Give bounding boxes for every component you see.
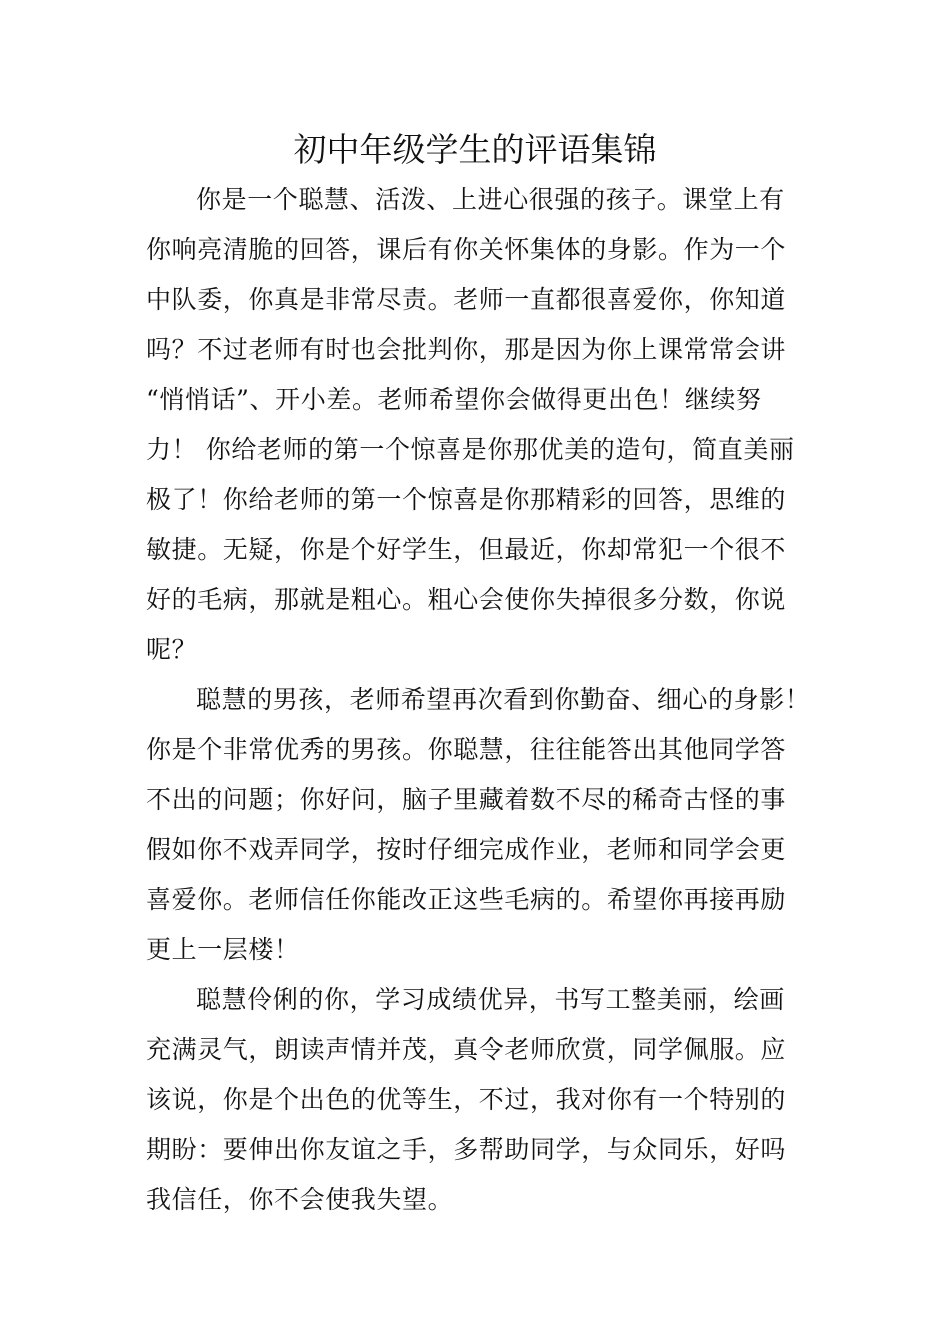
text-line: 假如你不戏弄同学，按时仔细完成作业，老师和同学会更 xyxy=(146,835,787,864)
text-line: 你是个非常优秀的男孩。你聪慧，往往能答出其他同学答 xyxy=(146,735,787,764)
text-line: 呢？ xyxy=(146,635,198,664)
text-line: 不出的问题；你好问，脑子里藏着数不尽的稀奇古怪的事 xyxy=(146,785,787,814)
text-line: 喜爱你。老师信任你能改正这些毛病的。希望你再接再励 xyxy=(146,885,787,914)
text-line: 吗？不过老师有时也会批判你，那是因为你上课常常会讲 xyxy=(146,335,787,364)
text-line: 力！ 你给老师的第一个惊喜是你那优美的造句，简直美丽 xyxy=(146,435,795,464)
text-line: 聪慧伶俐的你，学习成绩优异，书写工整美丽，绘画 xyxy=(196,985,785,1014)
text-line: 该说，你是个出色的优等生，不过，我对你有一个特别的 xyxy=(146,1085,787,1114)
text-line: 期盼：要伸出你友谊之手，多帮助同学，与众同乐，好吗 xyxy=(146,1135,787,1164)
text-line: 你是一个聪慧、活泼、上进心很强的孩子。课堂上有 xyxy=(196,185,785,214)
text-line: “悄悄话”、开小差。老师希望你会做得更出色！继续努 xyxy=(146,385,762,414)
text-line: 好的毛病，那就是粗心。粗心会使你失掉很多分数，你说 xyxy=(146,585,787,614)
text-line: 更上一层楼！ xyxy=(146,935,300,964)
text-line: 极了！你给老师的第一个惊喜是你那精彩的回答，思维的 xyxy=(146,485,787,514)
text-line: 你响亮清脆的回答，课后有你关怀集体的身影。作为一个 xyxy=(146,235,787,264)
text-line: 我信任，你不会使我失望。 xyxy=(146,1185,454,1214)
text-line: 敏捷。无疑，你是个好学生，但最近，你却常犯一个很不 xyxy=(146,535,787,564)
page-title: 初中年级学生的评语集锦 xyxy=(293,130,657,169)
text-line: 聪慧的男孩，老师希望再次看到你勤奋、细心的身影！ xyxy=(196,685,811,714)
text-line: 中队委，你真是非常尽责。老师一直都很喜爱你，你知道 xyxy=(146,285,787,314)
text-line: 充满灵气，朗读声情并茂，真令老师欣赏，同学佩服。应 xyxy=(146,1035,787,1064)
